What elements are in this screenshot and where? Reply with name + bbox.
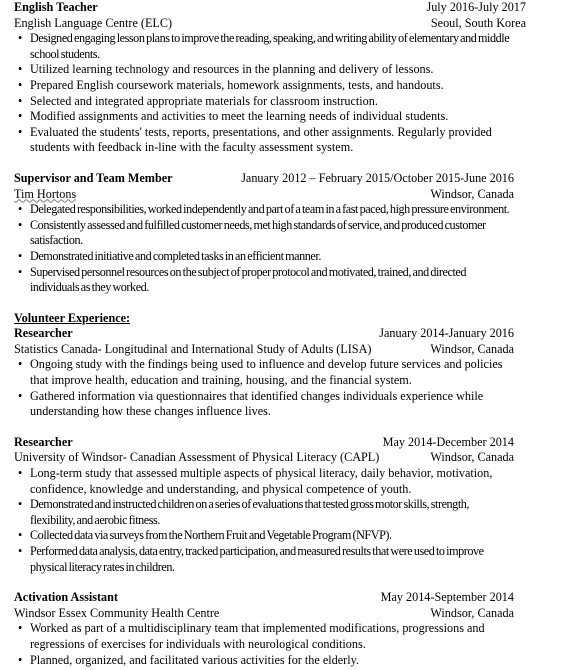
volunteer-title: Researcher <box>14 326 73 341</box>
bullet-item: • Worked as part of a multidisciplinary team that implemented modifications, progressions and regressions of exercises for individuals with neurological conditions. <box>14 621 514 652</box>
volunteer-organization: University of Windsor- Canadian Assessment of Physical Literacy (CAPL) <box>14 450 380 465</box>
bullet-item: • Utilized learning technology and resources in the planning and delivery of lessons. <box>14 62 514 78</box>
volunteer-header <box>14 590 514 606</box>
volunteer-org-line <box>14 342 514 358</box>
job-location: Windsor, Canada <box>430 186 514 201</box>
bullet-item: • Long-term study that assessed multiple aspects of physical literacy, daily behavior, motivation, confidence, knowledge and understanding, and physical competence of youth. <box>14 466 514 497</box>
bullet-item: • Consistently assessed and fulfilled customer needs, met high standards of service, and produced customer satisfaction. <box>14 218 514 249</box>
job-organization: Tim Hortons <box>14 186 77 201</box>
job-title: Supervisor and Team Member <box>14 170 173 185</box>
volunteer-org-line <box>14 606 514 622</box>
volunteer-dates: May 2014-December 2014 <box>382 434 514 449</box>
job-org-line <box>14 15 526 32</box>
spacer <box>14 420 514 435</box>
job-title: English Teacher <box>14 0 98 14</box>
volunteer-bullet-list <box>14 357 514 419</box>
volunteer-bullet-list <box>14 466 514 575</box>
job-organization: English Language Centre (ELC) <box>14 15 173 30</box>
volunteer-org-line <box>14 450 514 466</box>
job-supervisor <box>14 171 514 296</box>
bullet-item: • Collected data via surveys from the Northern Fruit and Vegetable Program (NFVP). <box>14 528 514 544</box>
spacer <box>14 575 514 590</box>
bullet-item: • Demonstrated and instructed children on a series of evaluations that tested gross motor skills, strength, flexibility, and aerobic fitness. <box>14 497 514 528</box>
volunteer-title: Activation Assistant <box>14 590 118 605</box>
bullet-item: • Demonstrated initiative and completed tasks in an efficient manner. <box>14 249 514 265</box>
job-bullet-list <box>14 202 514 296</box>
bullet-item: • Designed engaging lesson plans to improve the reading, speaking, and writing ability of elementary and middle school students. <box>14 31 514 62</box>
section-heading-volunteer: Volunteer Experience: <box>14 310 131 325</box>
job-dates: July 2016-July 2017 <box>426 0 526 14</box>
volunteer-location: Windsor, Canada <box>430 341 514 356</box>
job-header <box>14 0 526 16</box>
volunteer-header <box>14 435 514 451</box>
job-org-line <box>14 187 514 203</box>
volunteer-location: Windsor, Canada <box>430 605 514 620</box>
resume-page <box>14 0 526 668</box>
volunteer-dates: January 2014-January 2016 <box>379 326 514 341</box>
job-location: Seoul, South Korea <box>430 15 526 30</box>
volunteer-activation <box>14 590 514 668</box>
volunteer-organization: Statistics Canada- Longitudinal and International Study of Adults (LISA) <box>14 341 372 356</box>
bullet-item: • Evaluated the students' tests, reports, presentations, and other assignments. Regularly provided students with feedback in-line with the faculty assessment system. <box>14 125 514 156</box>
volunteer-organization: Windsor Essex Community Health Centre <box>14 605 220 620</box>
volunteer-bullet-list <box>14 621 514 668</box>
bullet-item: • Planned, organized, and facilitated various activities for the elderly. <box>14 653 514 669</box>
bullet-item: • Gathered information via questionnaires that identified changes individuals experience while understanding how these changes influence lives. <box>14 389 514 420</box>
volunteer-header <box>14 326 514 342</box>
spacer <box>14 156 514 171</box>
job-english-teacher <box>14 0 526 156</box>
job-dates: January 2012 – February 2015/October 2015-June 2016 <box>241 170 514 185</box>
bullet-item: • Modified assignments and activities to meet the learning needs of individual students. <box>14 109 514 125</box>
bullet-item: • Selected and integrated appropriate materials for classroom instruction. <box>14 94 514 110</box>
volunteer-location: Windsor, Canada <box>430 450 514 465</box>
bullet-item: • Delegated responsibilities, worked independently and part of a team in a fast paced, high pressure environment. <box>14 202 514 218</box>
volunteer-title: Researcher <box>14 434 73 449</box>
spacer <box>14 296 514 311</box>
volunteer-capl <box>14 435 514 575</box>
volunteer-dates: May 2014-September 2014 <box>380 590 514 605</box>
job-header <box>14 171 514 187</box>
bullet-item: • Prepared English coursework materials, homework assignments, tests, and handouts. <box>14 78 514 94</box>
job-bullet-list <box>14 31 514 156</box>
bullet-item: • Ongoing study with the findings being used to influence and develop future services and policies that improve health, education and training, housing, and the financial system. <box>14 357 514 388</box>
bullet-item: • Performed data analysis, data entry, tracked participation, and measured results that were used to improve physical literacy rates in children. <box>14 544 514 575</box>
volunteer-lisa <box>14 326 514 420</box>
bullet-item: • Supervised personnel resources on the subject of proper protocol and motivated, trained, and directed individuals as they worked. <box>14 265 514 296</box>
